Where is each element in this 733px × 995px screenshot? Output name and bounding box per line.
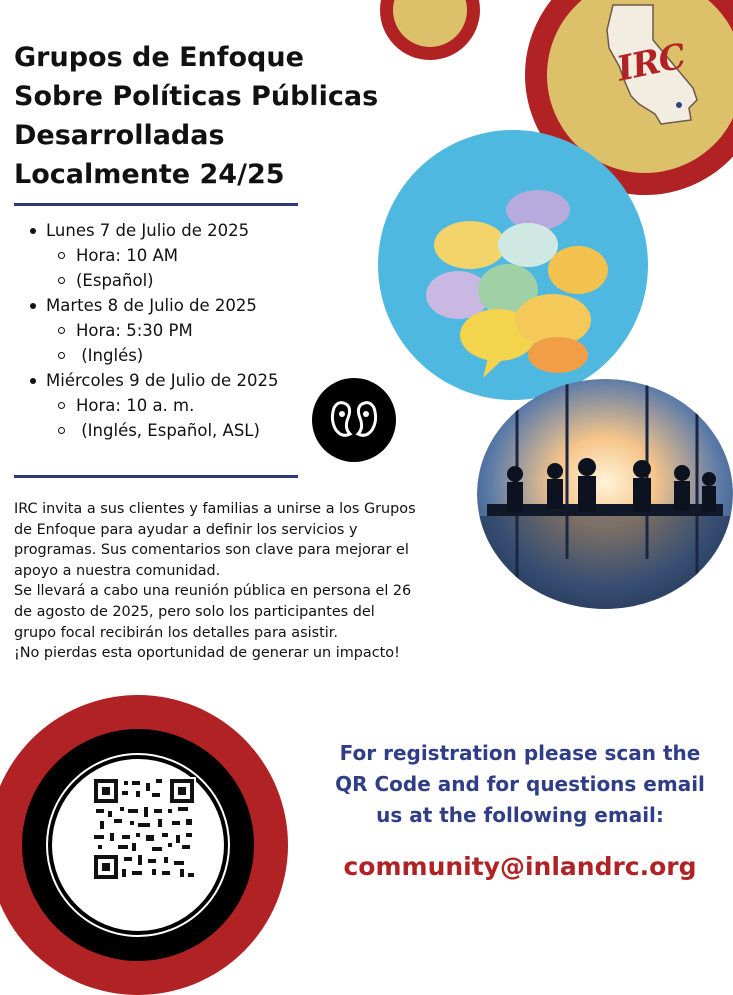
schedule-time: Hora: 10 AM	[28, 243, 348, 268]
page-title	[14, 38, 404, 194]
description-line: IRC invita a sus clientes y familias a unirse a los Grupos	[14, 501, 416, 517]
irc-logo-text: IRC	[613, 36, 689, 90]
asl-sign-icon	[312, 378, 396, 462]
contact-email-link[interactable]: community@inlandrc.org	[343, 852, 697, 881]
schedule-time: Hora: 5:30 PM	[28, 318, 348, 343]
description-line: apoyo a nuestra comunidad.	[14, 562, 221, 579]
divider-bottom	[14, 475, 298, 478]
meeting-silhouette-image	[477, 379, 733, 609]
title-line: Localmente 24/25	[14, 159, 285, 190]
registration-line: us at the following email:	[376, 803, 664, 827]
registration-instructions	[300, 738, 733, 831]
schedule-time: Hora: 10 a. m.	[28, 393, 348, 418]
title-line: Desarrolladas	[14, 120, 225, 151]
description-line: ¡No pierdas esta oportunidad de generar un impacto!	[14, 645, 400, 662]
description-line: de agosto de 2025, pero solo los participantes del	[14, 603, 375, 620]
registration-line: For registration please scan the	[339, 741, 701, 765]
schedule-language: (Inglés)	[28, 343, 348, 368]
schedule-language: (Inglés, Español, ASL)	[28, 418, 348, 443]
registration-line: QR Code and for questions email	[335, 772, 705, 796]
description-paragraph	[14, 499, 464, 664]
schedule-day: Martes 8 de Julio de 2025	[28, 293, 348, 318]
description-line: grupo focal recibirán los detalles para asistir.	[14, 624, 338, 641]
description-line: Se llevará a cabo una reunión pública en persona el 26	[14, 583, 412, 600]
schedule-list	[28, 218, 348, 443]
schedule-day: Lunes 7 de Julio de 2025	[28, 218, 348, 243]
description-line: de Enfoque para ayudar a definir los servicios y	[14, 521, 358, 538]
divider-top	[14, 203, 298, 206]
qr-code-icon[interactable]	[92, 777, 196, 881]
schedule-language: (Español)	[28, 268, 348, 293]
title-line: Sobre Políticas Públicas	[14, 81, 379, 112]
title-line: Grupos de Enfoque	[14, 42, 304, 73]
schedule-day: Miércoles 9 de Julio de 2025	[28, 368, 348, 393]
speech-bubbles-image	[378, 130, 648, 400]
description-line: programas. Sus comentarios son clave para mejorar el	[14, 542, 409, 559]
